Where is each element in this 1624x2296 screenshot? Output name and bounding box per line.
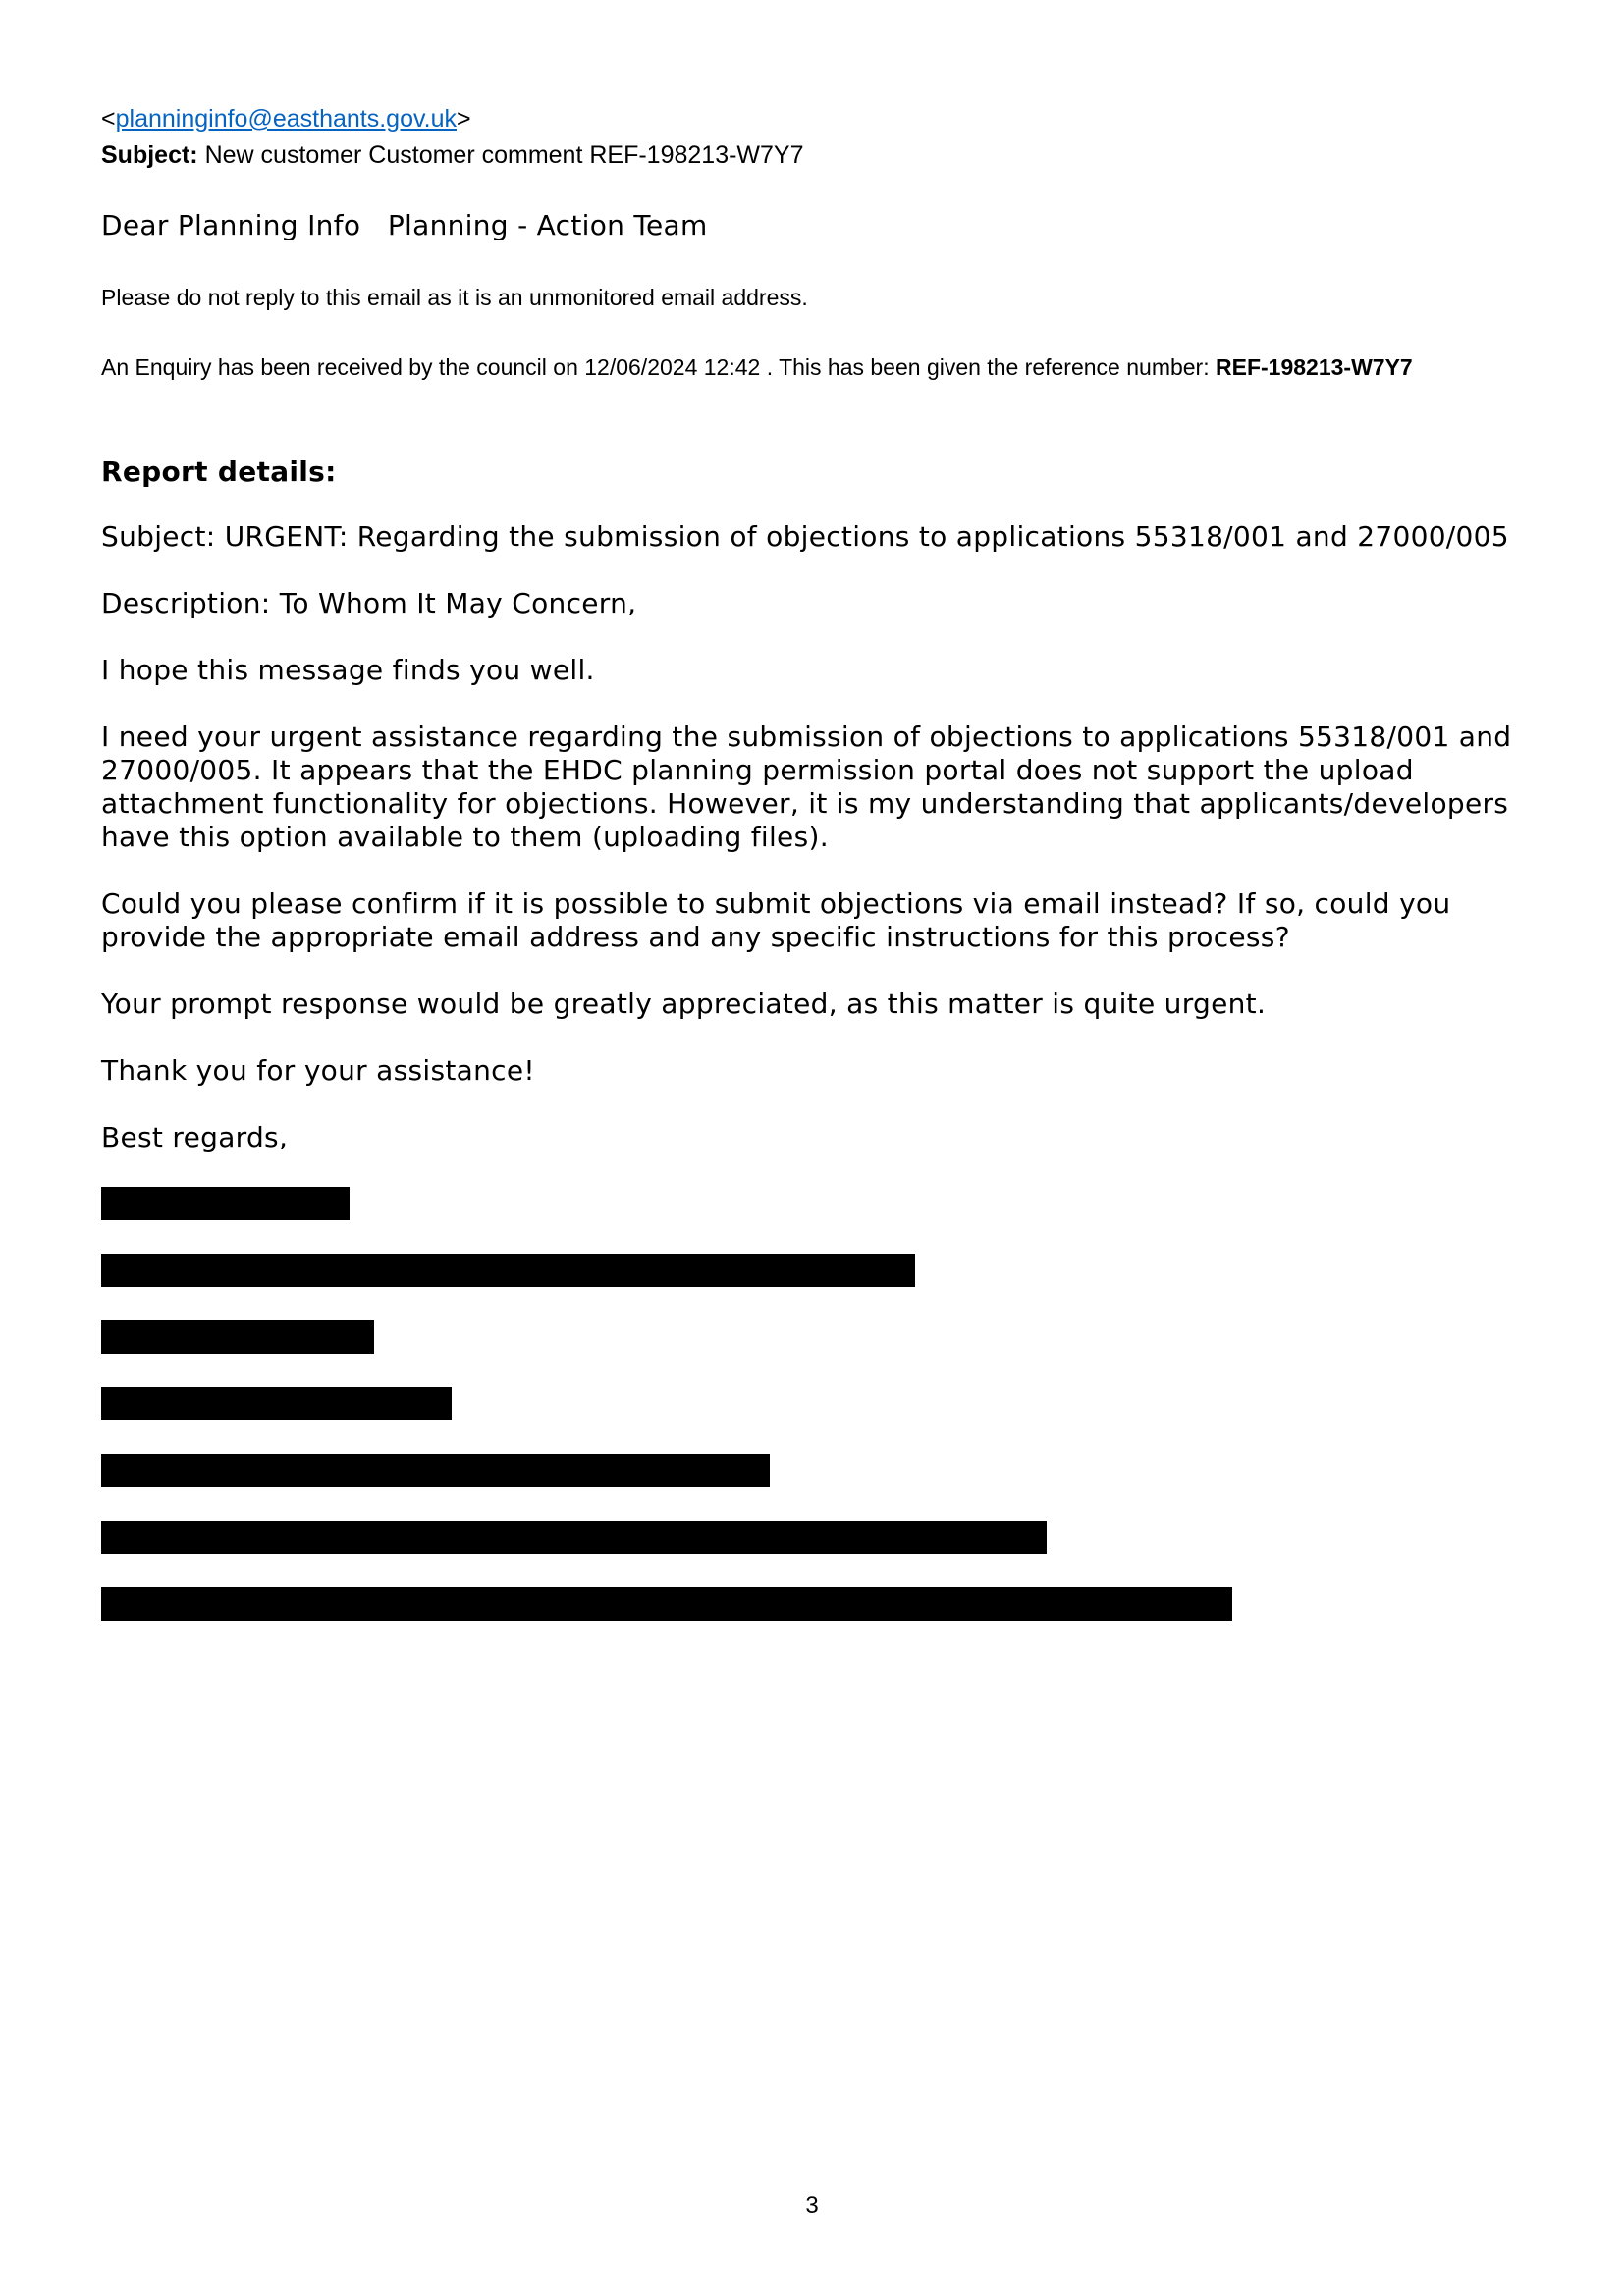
subject-label: Subject:	[101, 141, 198, 169]
open-bracket: <	[101, 105, 116, 133]
message-paragraph: I need your urgent assistance regarding the submission of objections to applications 55318/001 and 27000/005. It appears that the EHDC planning permission portal does not support the upload attachment functionality for objections. However, it is my understanding that applicants/developers have this option available to them (uploading files).	[101, 721, 1512, 853]
reference-number: REF-198213-W7Y7	[1216, 354, 1413, 380]
report-details-heading: Report details:	[101, 455, 337, 488]
redaction-bar	[101, 1521, 1047, 1554]
enquiry-text: An Enquiry has been received by the council on 12/06/2024 12:42 . This has been given the reference number:	[101, 354, 1216, 380]
page-number: 3	[805, 2192, 819, 2218]
email-subject-line	[101, 140, 804, 170]
subject-value: New customer Customer comment REF-198213-W7Y7	[204, 141, 804, 169]
message-paragraph: I hope this message finds you well.	[101, 654, 595, 686]
report-description: Description: To Whom It May Concern,	[101, 587, 637, 619]
redaction-bar	[101, 1187, 350, 1220]
redaction-bar	[101, 1587, 1232, 1621]
message-paragraph: Your prompt response would be greatly appreciated, as this matter is quite urgent.	[101, 988, 1267, 1020]
report-subject: Subject: URGENT: Regarding the submission of objections to applications 55318/001 and 27000/005	[101, 520, 1509, 553]
greeting: Dear Planning Info Planning - Action Team	[101, 209, 708, 241]
sign-off: Best regards,	[101, 1121, 289, 1153]
redaction-bar	[101, 1320, 374, 1354]
redaction-bar	[101, 1387, 452, 1420]
sender-email-link[interactable]: planninginfo@easthants.gov.uk	[115, 105, 457, 133]
close-bracket: >	[457, 105, 471, 133]
message-paragraph: Could you please confirm if it is possible to submit objections via email instead? If so, could you provide the appropriate email address and any specific instructions for this process?	[101, 887, 1451, 953]
message-paragraph: Thank you for your assistance!	[101, 1054, 535, 1087]
redaction-bar	[101, 1454, 770, 1487]
sender-email-line	[101, 104, 471, 133]
enquiry-notice	[101, 352, 1495, 383]
unmonitored-notice: Please do not reply to this email as it is an unmonitored email address.	[101, 285, 808, 310]
redaction-bar	[101, 1254, 915, 1287]
